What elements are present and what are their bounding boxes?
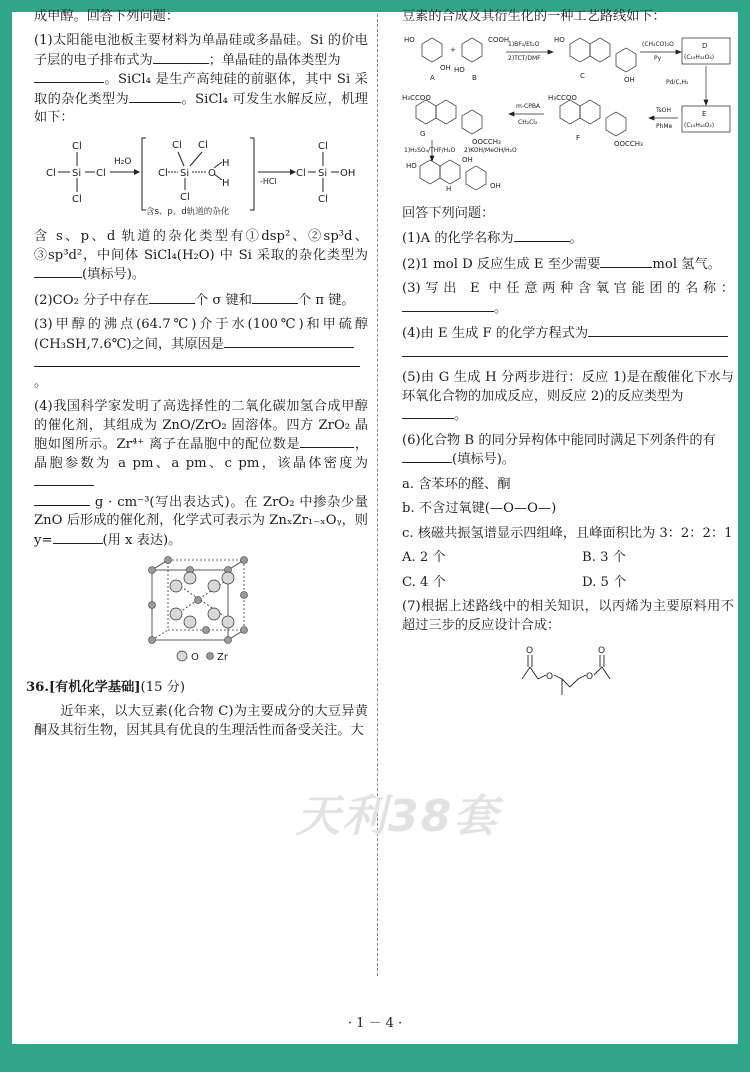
svg-text:HO: HO [406, 162, 417, 171]
svg-text:1)BF₃/Et₂O: 1)BF₃/Et₂O [508, 41, 540, 49]
question-2-text: (2)CO₂ 分子中存在 个 σ 键和 个 π 键。 [34, 292, 355, 308]
svg-text:(C₁₉H₁₄O₆): (C₁₉H₁₄O₆) [684, 54, 715, 62]
svg-text:CH₂Cl₂: CH₂Cl₂ [518, 119, 538, 127]
options-row-1 [402, 549, 734, 567]
svg-text:Cl: Cl [72, 193, 82, 205]
svg-text:F: F [576, 134, 581, 143]
svg-text:Si: Si [180, 167, 190, 179]
question-r7: (7)根据上述路线中的相关知识，以丙烯为主要原料用不超过三步的反应设计合成： [402, 599, 734, 633]
svg-text:H: H [446, 185, 452, 193]
svg-text:O: O [208, 167, 216, 179]
svg-text:Py: Py [654, 55, 662, 63]
svg-text:Cl: Cl [318, 193, 328, 205]
svg-text:B: B [472, 74, 477, 83]
svg-text:O: O [598, 646, 606, 657]
svg-text:Cl: Cl [46, 167, 56, 179]
question-1-text: (1)太阳能电池板主要材料为单晶硅或多晶硅。Si 的价电子层的电子排布式为 ；单晶硅的晶体类型为 。SiCl₄ 是生产高纯硅的前驱体，其中 Si 采取的杂化类型为 。SiCl₄ 可发生水解反应，机理如下： [34, 33, 368, 126]
right-column [402, 8, 734, 718]
svg-text:TsOH: TsOH [656, 107, 672, 115]
svg-text:OOCCH₃: OOCCH₃ [614, 140, 643, 149]
zro2-unit-cell-figure [34, 556, 368, 668]
question-4-text: (4)我国科学家发明了高选择性的二氧化碳加氢合成甲醇的催化剂，其组成为 ZnO/ZrO₂ 固溶体。四方 ZrO₂ 晶胞如图所示。Zr⁴⁺ 离子在晶胞中的配位数是 ，晶胞参数为 a pm、a pm、c pm，该晶体密度为 g · cm⁻³(写出表达式)。在 ZrO₂ 中掺杂少量 ZnO 后形成的催化剂，化学式可表示为 ZnₓZr₁₋ₓOᵧ，则 y= (用 x 表达)。 [34, 399, 369, 548]
svg-text:H: H [222, 157, 230, 169]
svg-text:2)KOH/MeOH/H₂O: 2)KOH/MeOH/H₂O [464, 147, 517, 155]
svg-text:Cl: Cl [180, 191, 190, 203]
svg-text:m-CPBA: m-CPBA [516, 103, 541, 111]
svg-text:Cl: Cl [318, 140, 328, 152]
svg-text:Cl: Cl [172, 139, 182, 151]
svg-text:H: H [222, 177, 230, 189]
condition-a: a. 含苯环的醛、酮 [402, 476, 511, 492]
svg-text:A: A [430, 74, 435, 83]
svg-text:2)TCT/DMF: 2)TCT/DMF [508, 55, 541, 63]
svg-text:D: D [702, 42, 708, 51]
option-a[interactable]: A. 2 个 [402, 550, 446, 566]
svg-text:Cl: Cl [158, 167, 168, 179]
synthesis-route-scheme [402, 32, 734, 192]
condition-b: b. 不含过氧键(—O—O—) [402, 501, 557, 517]
svg-text:Si: Si [318, 167, 328, 179]
target-molecule [402, 641, 734, 711]
question-r3: (3)写出 E 中任意两种含氧官能团的名称：。 [402, 281, 734, 316]
scheme-intro: 豆素的合成及其衍生化的一种工艺路线如下： [402, 9, 666, 24]
svg-text:O: O [586, 672, 594, 683]
question-3-text: (3)甲醇的沸点(64.7℃)介于水(100℃)和甲硫醇(CH₃SH,7.6℃)之间，其原因是 。 [34, 317, 368, 390]
watermark: 天利38套 [296, 791, 500, 842]
svg-text:HO: HO [554, 36, 565, 45]
question-r1: (1)A 的化学名称为 。 [402, 231, 583, 247]
svg-text:(C₁₉H₁₆O₅): (C₁₉H₁₆O₅) [684, 122, 715, 130]
svg-text:H₃CCOO: H₃CCOO [548, 94, 577, 103]
svg-text:HO: HO [404, 36, 415, 45]
svg-text:Cl: Cl [96, 167, 106, 179]
svg-text:Cl: Cl [296, 167, 306, 179]
question-36-intro: 近年来，以大豆素(化合物 C)为主要成分的大豆异黄酮及其衍生物，因其具有优良的生理活性而备受关注。大 [34, 704, 368, 738]
svg-text:O: O [546, 672, 554, 683]
svg-text:+: + [450, 46, 456, 55]
hydrolysis-mechanism [34, 134, 368, 222]
svg-text:Zr: Zr [217, 652, 228, 664]
questions-heading: 回答下列问题： [402, 205, 495, 221]
svg-text:Cl: Cl [198, 139, 208, 151]
question-r5: (5)由 G 生成 H 分两步进行：反应 1)是在酸催化下水与环氧化合物的加成反应，则反应 2)的反应类型为 。 [402, 370, 734, 424]
svg-text:O: O [526, 646, 534, 657]
svg-text:E: E [702, 110, 707, 119]
svg-text:OH: OH [462, 156, 473, 165]
svg-text:-HCl: -HCl [260, 176, 277, 186]
question-r6: (6)化合物 B 的同分异构体中能同时满足下列条件的有 (填标号)。 [402, 432, 716, 468]
svg-text:(CH₃CO)₂O: (CH₃CO)₂O [642, 41, 674, 49]
option-c[interactable]: C. 4 个 [402, 574, 446, 590]
svg-text:OH: OH [624, 76, 635, 85]
svg-text:H₃CCOO: H₃CCOO [402, 94, 431, 103]
svg-text:Si: Si [72, 167, 82, 179]
question-r4: (4)由 E 生成 F 的化学方程式为 [402, 324, 734, 363]
svg-text:COOH: COOH [488, 36, 510, 45]
svg-text:H₂O: H₂O [114, 156, 132, 167]
svg-text:OH: OH [340, 167, 356, 179]
svg-text:OH: OH [490, 182, 501, 191]
svg-text:Cl: Cl [72, 140, 82, 152]
svg-text:含s、p、d轨道的杂化: 含s、p、d轨道的杂化 [146, 206, 230, 217]
svg-text:O: O [191, 652, 199, 664]
svg-text:1)H₂SO₄/THF/H₂O: 1)H₂SO₄/THF/H₂O [404, 147, 456, 155]
left-column [26, 8, 369, 746]
question-1-hybrid-text: 含 s、p、d 轨道的杂化类型有①dsp²、②sp³d、③sp³d²，中间体 SiCl₄(H₂O) 中 Si 采取的杂化类型为(填标号)。 [34, 229, 368, 283]
svg-text:G: G [420, 130, 426, 139]
svg-text:Pd/C,H₂: Pd/C,H₂ [666, 79, 689, 87]
svg-text:C: C [580, 72, 585, 81]
condition-c: c. 核磁共振氢谱显示四组峰，且峰面积比为 3：2：2：1 [402, 525, 733, 541]
question-36-heading: 36.[有机化学基础](15 分) [26, 679, 185, 695]
svg-text:OOCCH₃: OOCCH₃ [472, 138, 501, 147]
option-d[interactable]: D. 5 个 [582, 574, 627, 590]
svg-text:PhMe: PhMe [656, 123, 673, 131]
page-number: · 1 － 4 · [347, 1016, 403, 1031]
intro-text: 成甲醇。回答下列问题： [34, 9, 180, 24]
svg-text:OH: OH [440, 64, 451, 73]
svg-text:HO: HO [454, 66, 465, 75]
question-r2: (2)1 mol D 反应生成 E 至少需要 mol 氢气。 [402, 256, 721, 272]
option-b[interactable]: B. 3 个 [582, 550, 626, 566]
options-row-2 [402, 574, 734, 592]
